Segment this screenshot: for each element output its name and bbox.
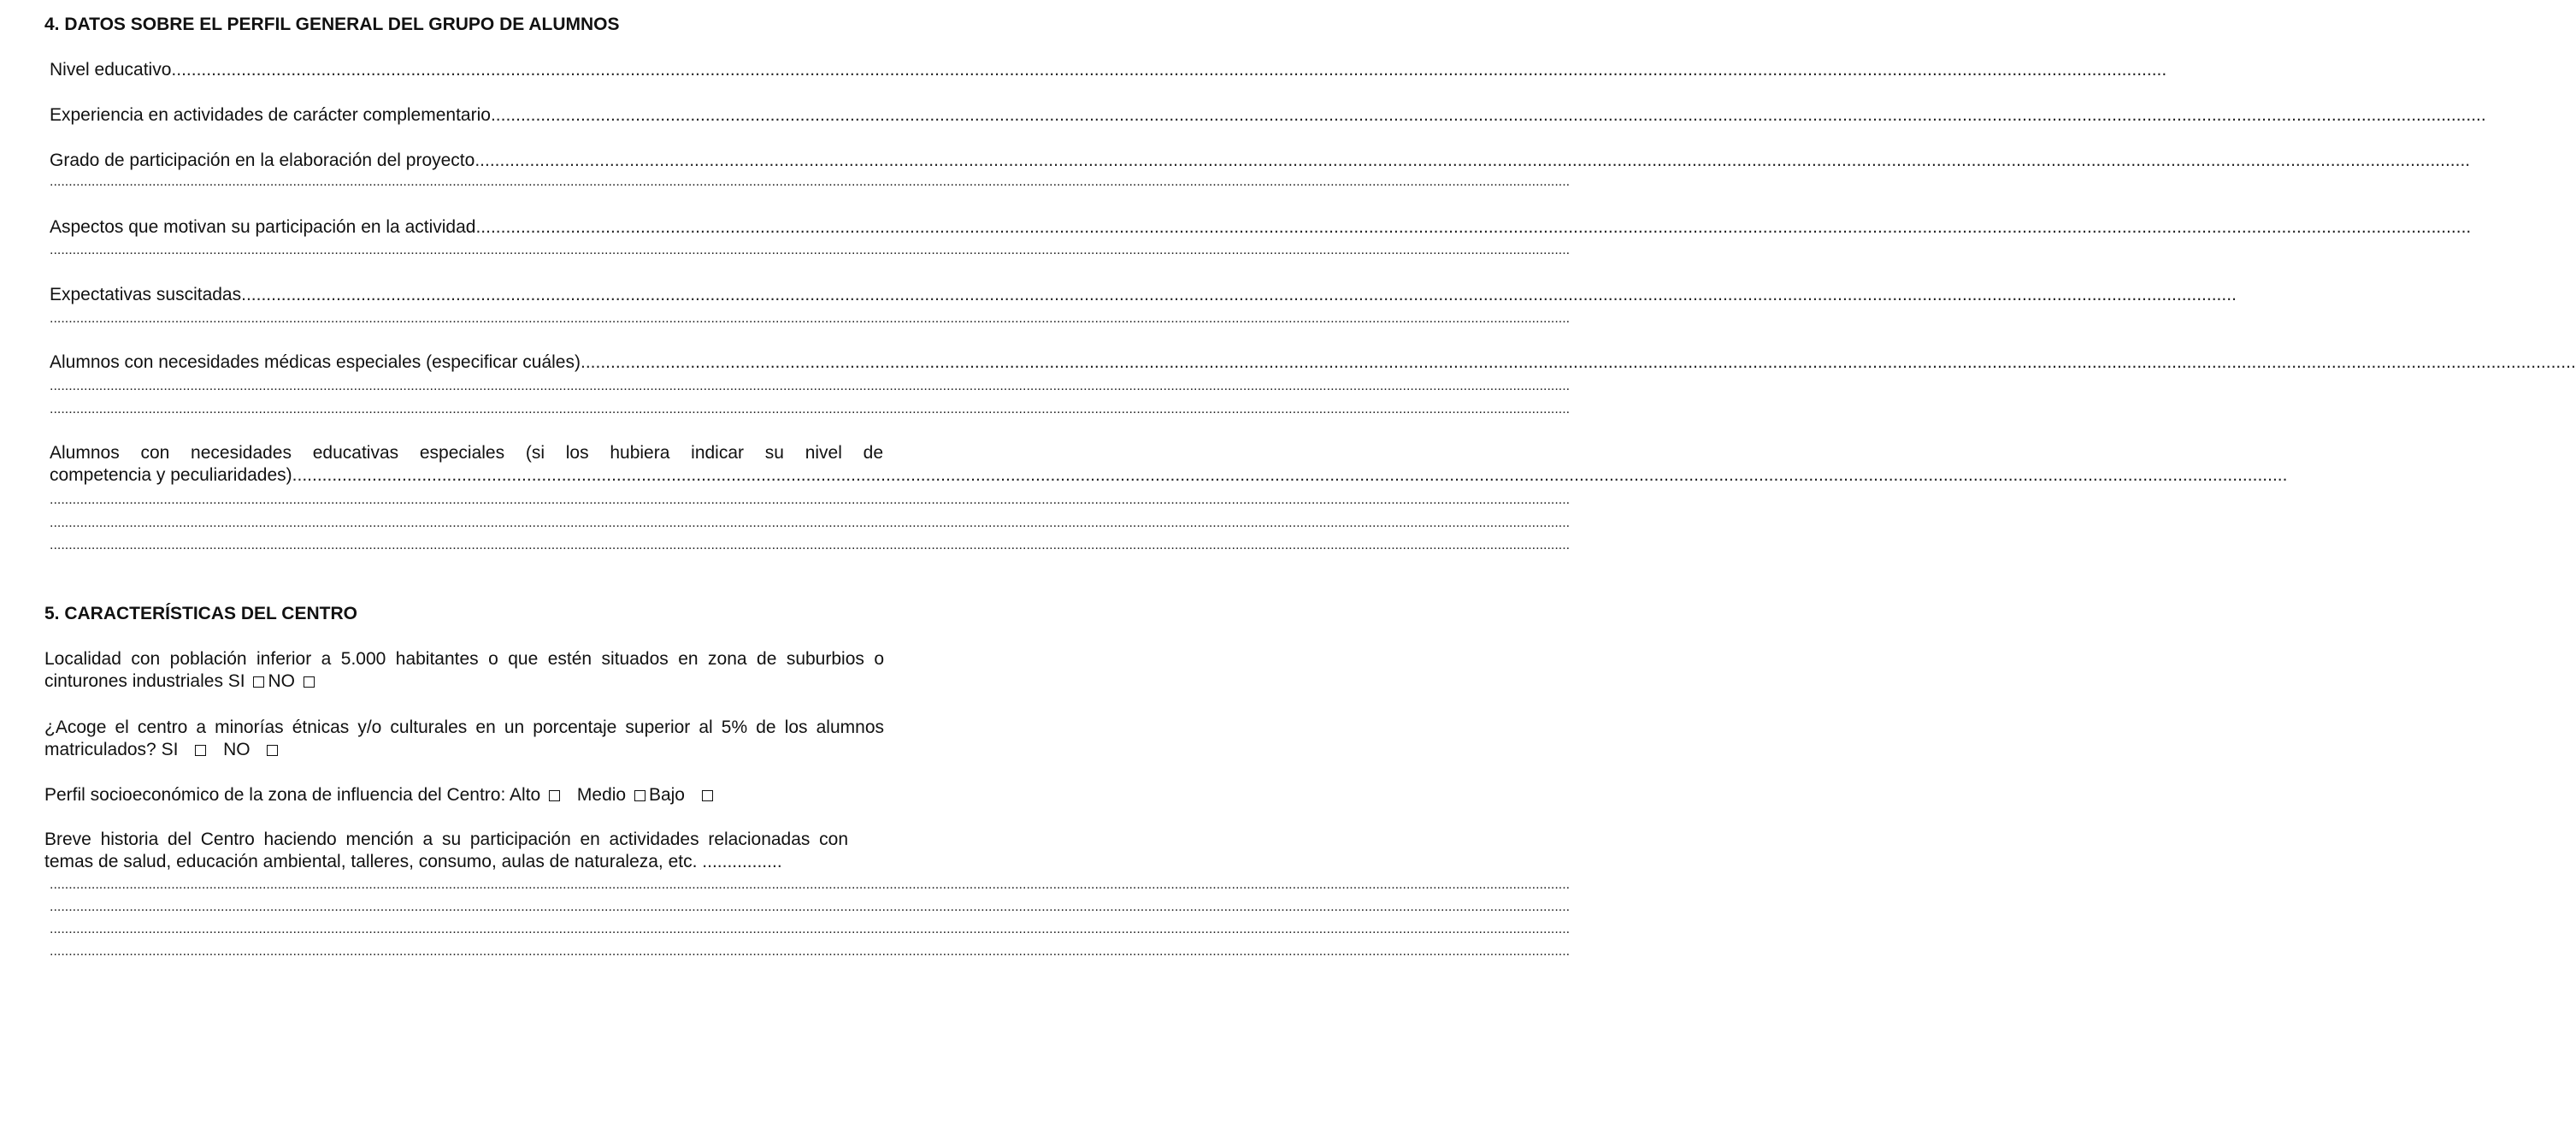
localidad-si-checkbox[interactable] (253, 676, 264, 688)
minorias-si-label: SI (161, 740, 179, 759)
dotted-line[interactable]: ................................................................................................................................................................................................................................................................................................................................................................................................................ (50, 944, 1571, 959)
dotted-fill: ................................................................................................................................................................................................................................................................................................................................................................................................................ (292, 465, 2288, 485)
dotted-fill: ................ (702, 852, 782, 871)
grado-participacion-field[interactable] (50, 150, 2471, 172)
localidad-no-checkbox[interactable] (304, 676, 315, 688)
dotted-fill: ................................................................................................................................................................................................................................................................................................................................................................................................................ (475, 151, 2471, 170)
historia-text: Breve historia del Centro haciendo mención a su participación en actividades relacionadas con temas de salud, educación ambiental, talleres, consumo, aulas de naturaleza, etc. (44, 830, 848, 871)
localidad-text: Localidad con población inferior a 5.000 habitantes o que estén situados en zona de suburbios o cinturones industriales (44, 649, 884, 691)
dotted-fill: ................................................................................................................................................................................................................................................................................................................................................................................................................ (580, 352, 2576, 372)
dotted-line[interactable]: ................................................................................................................................................................................................................................................................................................................................................................................................................ (50, 311, 1571, 326)
minorias-question (44, 717, 884, 761)
expectativas-label: Expectativas suscitadas (50, 285, 242, 304)
dotted-line[interactable]: ................................................................................................................................................................................................................................................................................................................................................................................................................ (50, 538, 1571, 552)
perfil-text: Perfil socioeconómico de la zona de influencia del Centro: (44, 785, 506, 805)
necesidades-educativas-label-2: competencia y peculiaridades) (50, 465, 292, 485)
necesidades-educativas-line1 (50, 442, 883, 464)
necesidades-educativas-line2 (50, 464, 2288, 487)
section-4-title: 4. DATOS SOBRE EL PERFIL GENERAL DEL GRUPO DE ALUMNOS (44, 15, 620, 34)
perfil-alto-checkbox[interactable] (549, 790, 560, 801)
minorias-text: ¿Acoge el centro a minorías étnicas y/o culturales en un porcentaje superior al 5% de los alumnos matriculados? (44, 717, 884, 759)
minorias-no-label: NO (223, 740, 251, 759)
perfil-alto-label: Alto (510, 785, 541, 805)
dotted-fill: ................................................................................................................................................................................................................................................................................................................................................................................................................ (475, 217, 2472, 237)
dotted-fill: ................................................................................................................................................................................................................................................................................................................................................................................................................ (241, 285, 2237, 304)
nivel-educativo-label: Nivel educativo (50, 60, 172, 80)
dotted-line[interactable]: ................................................................................................................................................................................................................................................................................................................................................................................................................ (50, 493, 1571, 507)
perfil-medio-label: Medio (576, 785, 627, 805)
localidad-no-label: NO (268, 671, 295, 691)
aspectos-motivan-label: Aspectos que motivan su participación en la actividad (50, 217, 476, 237)
localidad-si-label: SI (227, 671, 245, 691)
necesidades-medicas-label: Alumnos con necesidades médicas especiales (especificar cuáles) (50, 352, 581, 372)
dotted-line[interactable]: ................................................................................................................................................................................................................................................................................................................................................................................................................ (50, 243, 1571, 257)
necesidades-educativas-label-1: Alumnos con necesidades educativas especiales (si los hubiera indicar su nivel de (50, 443, 883, 463)
dotted-line[interactable]: ................................................................................................................................................................................................................................................................................................................................................................................................................ (50, 402, 1571, 416)
minorias-si-checkbox[interactable] (195, 745, 206, 756)
experiencia-field[interactable] (50, 104, 2486, 127)
expectativas-field[interactable] (50, 284, 2237, 306)
necesidades-educativas-field[interactable] (50, 442, 2288, 487)
necesidades-medicas-field[interactable] (50, 351, 2576, 374)
section-5-title: 5. CARACTERÍSTICAS DEL CENTRO (44, 604, 357, 623)
dotted-line[interactable]: ................................................................................................................................................................................................................................................................................................................................................................................................................ (50, 922, 1571, 936)
experiencia-label: Experiencia en actividades de carácter complementario (50, 105, 491, 125)
perfil-medio-checkbox[interactable] (634, 790, 645, 801)
dotted-line[interactable]: ................................................................................................................................................................................................................................................................................................................................................................................................................ (50, 379, 1571, 393)
aspectos-motivan-field[interactable] (50, 216, 2472, 239)
minorias-no-checkbox[interactable] (267, 745, 278, 756)
dotted-line[interactable]: ................................................................................................................................................................................................................................................................................................................................................................................................................ (50, 900, 1571, 914)
nivel-educativo-field[interactable] (50, 59, 2167, 81)
perfil-bajo-checkbox[interactable] (702, 790, 713, 801)
dotted-fill: ................................................................................................................................................................................................................................................................................................................................................................................................................ (171, 60, 2167, 80)
dotted-line[interactable]: ................................................................................................................................................................................................................................................................................................................................................................................................................ (50, 174, 1571, 189)
dotted-line[interactable]: ................................................................................................................................................................................................................................................................................................................................................................................................................ (50, 516, 1571, 530)
perfil-bajo-label: Bajo (648, 785, 685, 805)
historia-centro-question[interactable] (44, 829, 848, 873)
grado-participacion-label: Grado de participación en la elaboración del proyecto (50, 151, 475, 170)
dotted-fill: ................................................................................................................................................................................................................................................................................................................................................................................................................ (490, 105, 2486, 125)
dotted-line[interactable]: ................................................................................................................................................................................................................................................................................................................................................................................................................ (50, 877, 1571, 892)
localidad-question (44, 648, 884, 693)
perfil-socioeconomico-question (44, 784, 884, 806)
